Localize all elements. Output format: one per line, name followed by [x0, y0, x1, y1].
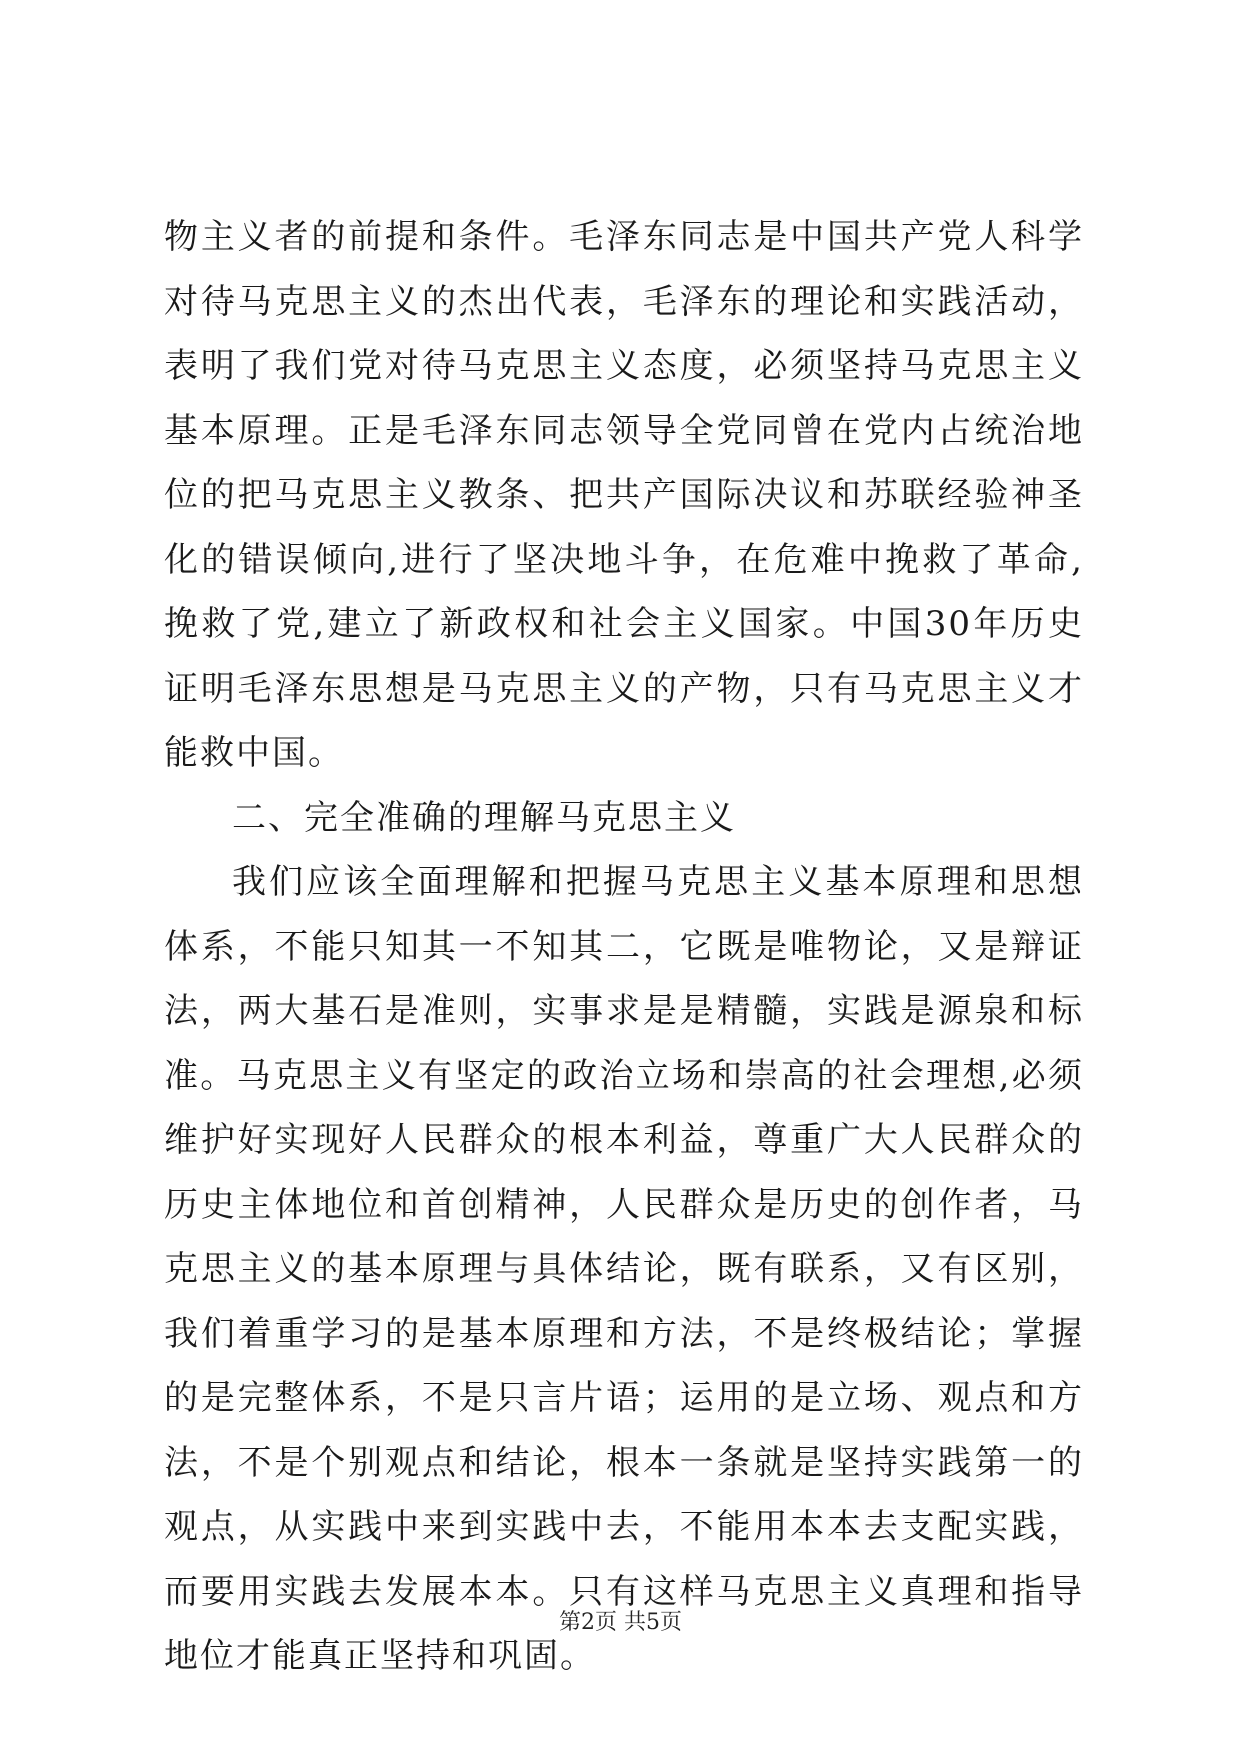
page-footer: 第2页 共5页 — [559, 1610, 682, 1635]
paragraph-continuation: 物主义者的前提和条件。毛泽东同志是中国共产党人科学对待马克思主义的杰出代表，毛泽东的理论和实践活动，表明了我们党对待马克思主义态度，必须坚持马克思主义基本原理。正是毛泽东同志领导全党同曾在党内占统治地位的把马克思主义教条、把共产国际决议和苏联经验神圣化的错误倾向,进行了坚决地斗争，在危难中挽救了革命,挽救了党,建立了新政权和社会主义国家。中国30年历史证明毛泽东思想是马克思主义的产物，只有马克思主义才能救中国。 — [164, 217, 1084, 773]
section-heading: 二、完全准确的理解马克思主义 — [232, 797, 736, 838]
paragraph-body: 我们应该全面理解和把握马克思主义基本原理和思想体系，不能只知其一不知其二，它既是唯物论，又是辩证法，两大基石是准则，实事求是是精髓，实践是源泉和标准。马克思主义有坚定的政治立场和崇高的社会理想,必须维护好实现好人民群众的根本利益，尊重广大人民群众的历史主体地位和首创精神，人民群众是历史的创作者，马克思主义的基本原理与具体结论，既有联系，又有区别，我们着重学习的是基本原理和方法，不是终极结论；掌握的是完整体系，不是只言片语；运用的是立场、观点和方法，不是个别观点和结论，根本一条就是坚持实践第一的观点，从实践中来到实践中去，不能用本本去支配实践，而要用实践去发展本本。只有这样马克思主义真理和指导地位才能真正坚持和巩固。 — [164, 862, 1084, 1676]
document-body — [164, 205, 1084, 1689]
